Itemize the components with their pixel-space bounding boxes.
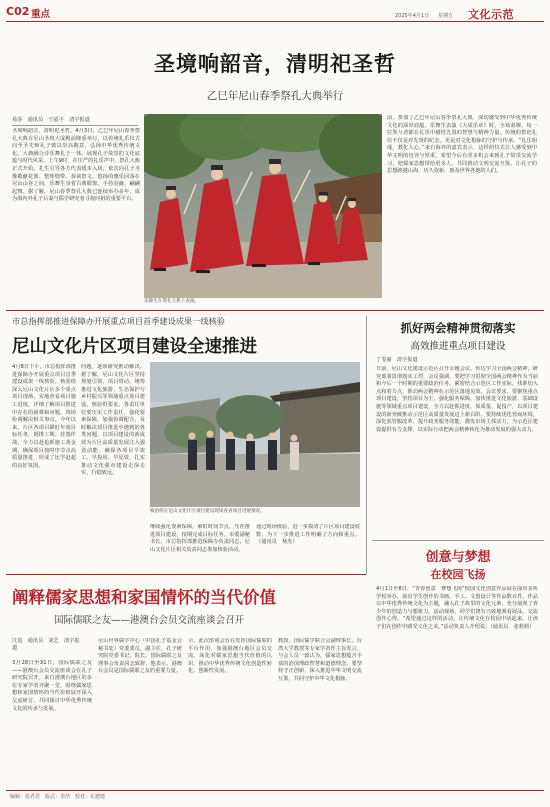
bottom-article-headline: 阐释儒家思想和家国情怀的当代价值 <box>12 588 276 607</box>
lead-headline: 圣境响韶音，清明祀圣哲 <box>154 51 396 76</box>
left-article-headline: 尼山文化片区项目建设全速推进 <box>12 337 257 357</box>
left-article-col2: 问题，逐项研究推动解决。据了解，尼山文化片区坚持规划引领、项目带动，统筹推进文化旅游、生态保护与乡村振兴等领域重点项目建设。核验组要求，各责任单位要压实工作责任，强化要素保障，加强协调配合，及时解决项目推进中遇到的各类问题，以项目建设的新成效为片区高质量发展注入强劲动能，确保各项目早竣工、早投用、早见效，扎实推动文化强市建设走深走实、行稳致远。 <box>81 364 145 477</box>
left-article-col4: 通过现场核验，进一步摸清了片区项目建设底数，为下一步推进工作明确了方向和重点。（通讯员 杨杰） <box>256 524 360 546</box>
bottom-article-col1: 3月28日至31日，国际儒联之友——港澳台会员交流座谈会在孔子研究院召开。来自港澳台地区的多位专家学者齐聚一堂，围绕儒家思想和家国情怀的当代价值展开深入交流研讨，共同探讨中华优秀传统文化的传承与发展。 <box>12 660 92 712</box>
section-name: 重点 <box>31 9 51 20</box>
left-article-col1: 4月8日下午，市总指挥部推进保障办开展重点项目首季建设成果一线核验。核验组深入尼山文化片区多个重点项目现场，实地查看项目施工进度，详细了解项目推进中存在的困难和问题，现场协调解决相关事宜。今年以来，片区各项目紧盯年度目标任务，倒排工期、挂图作战，全力以赴抢抓施工黄金期，确保项目按时序节点高质量推进，形成了比学赶超的良好氛围。 <box>12 364 76 469</box>
bottom-article-subheadline: 国际儒联之友——港澳台会员交流座谈会召开 <box>54 615 245 626</box>
bottom-article-col2: 尼山世界儒学中心（中国孔子基金会秘书处）党委委员，副主任，孔子研究院党委书记，院长，国际儒联之友理事会负责同志致辞，他表示，港澳台会员是国际儒联之友的重要力量。 <box>98 638 182 675</box>
bottom-article-col4: 教授，国际儒学联合会副理事长，台湾大学教授等专家学者作主旨发言。与会人员一致认为，儒家思想蕴含丰富的治国理政智慧和道德理念，要坚持守正创新，深入推进中华文明交流互鉴，共同守护中华文化根脉。 <box>278 638 362 682</box>
right-article2-headline: 创意与梦想 <box>425 550 491 565</box>
lead-body-col2: 前，参加了乙巳年尼山春季祭孔大典，深切感受到中华优秀传统文化的深厚底蕴。乐舞生表演《大成乐章》时，全场肃穆，每一位参与者都在礼乐中感悟先贤的智慧与精神力量。传统的祭祀礼仪不仅是对先贤的纪念，更是对文化根脉的守护与传承。“礼乐相成，教化人心。”来自海外的嘉宾表示，这样的仪式让人感受到中华文明的包容与厚重，希望今后有更多机会来到孔子故里交流学习，把儒家思想带给更多人，共同推动文明交流互鉴，让孔子的思想跨越山海、历久弥新，惠及世界各地的人们。 <box>387 115 537 175</box>
lead-byline: 易莎 通讯员 王福丰 清宇报道 <box>12 117 90 123</box>
right-article1-byline: 丁雯丽 清宇报道 <box>376 357 418 363</box>
footer-credits: 编辑：张君君 版式：李浩 校对：孔德建 <box>10 794 106 800</box>
issue-weekday: 星期五 <box>438 13 454 19</box>
left-article-photo <box>150 362 360 507</box>
lead-bottom-divider <box>6 310 544 311</box>
bottom-article-top-divider <box>6 574 366 575</box>
lead-photo-caption: 乐舞生在祭孔大典上表演。 <box>144 299 200 304</box>
bottom-article-byline: 汪进 通讯员 刘艺 清宇报道 <box>12 638 80 651</box>
ceremony-dancers-image <box>144 114 382 298</box>
right-article1-headline-line2: 高效推进重点项目建设 <box>410 341 506 352</box>
left-article-kicker: 市总指挥部推进保障办开展重点项目首季建设成果一线核验 <box>12 316 225 326</box>
left-article-col3: 继续强化要素保障，紧盯时间节点，压茬推进项目建设，按期完成目标任务。市委副秘书长、市总指挥部推进保障办负责同志，尼山文化片区相关负责同志参加核验活动。 <box>150 524 250 553</box>
lead-body-col1: 圣境响韶音，清明祀圣哲。4月3日，乙巳年尼山春季祭孔大典在尼山圣境大成殿前隆重举行，以传统礼乐仪式向至圣先师孔子致以崇高敬意，弘扬中华优秀传统文化。大典融合诗乐舞礼于一体，展现孔子故里的文化底蕴与时代风采。上午9时，在庄严的礼乐声中，祭孔大典正式开始。礼生引导各方代表缓步入场，依次向孔子圣像敬献花篮、整理缎带、恭读祭文。悠扬的雅乐回荡在尼山山谷之间，乐舞生身着古典服饰，手持羽龠，翩翩起舞。据了解，尼山春季祭孔大典已连续举办多年，成为海内外孔子后裔与儒学研究者寻根问祖的重要平台。 <box>12 128 140 203</box>
lead-byline-divider <box>12 125 138 126</box>
right-article1-body: 日前，尼山文化建设示范区召开专题会议，传达学习全国两会精神，研究部署贯彻落实工作。会议强调，要把学习贯彻全国两会精神作为当前和今后一个时期的重要政治任务，紧密结合示范区工作实际，找准切入点和着力点，推动两会精神在示范区落地见效。会议要求，要聚焦重点项目建设，坚持项目为王，强化服务保障，加快推进文化旅游、基础设施等领域重点项目建设，全力以赴抓进度、保质量、促投产，以项目建设的新突破推动示范区高质量发展迈上新台阶。要持续优化营商环境，深化放管服改革，提升政务服务效能，激发市场主体活力，为示范区建设提供有力支撑，以实际行动把两会精神转化为推动发展的强大动力。 <box>376 366 538 433</box>
right-article1-headline-line1: 抓好两会精神贯彻落实 <box>400 321 516 335</box>
bottom-article-col3: 示，此次座谈会旨在发挥国际儒联的平台作用，加强港澳台地区会员交流，深化对儒家思想当代价值的认识，推动中华优秀传统文化创造性转化、创新性发展。 <box>188 638 272 675</box>
right-article2-body: 4月1日至8日，“青春创意 梦想飞扬”校园文化创意作品展在曲阜多所学校举办，展出学生创作的书画、手工、文创设计等作品数百件。作品以中华优秀传统文化为主题，融入孔子故里的文化元素，充分展现了青少年的创造力与想象力。活动现场，同学们饶有兴致地观看展品，交流创作心得。“希望通过这样的活动，让传统文化在校园中活起来，让孩子们在创作中感受文化之美。”活动负责人介绍说。（通讯员 张莉莉） <box>376 586 538 630</box>
right-article2-subheadline: 在校园飞扬 <box>430 568 486 581</box>
left-article-photo-caption: 核验组在尼山文化片区项目建设现场查看项目进展情况。 <box>150 509 265 514</box>
masthead-logo: 文化示范 <box>468 8 514 21</box>
lead-photo <box>144 114 382 298</box>
header-divider <box>6 21 544 22</box>
right-article-divider <box>372 540 544 541</box>
footer-divider <box>6 790 544 791</box>
issue-date: 2025年4月1日 <box>395 13 430 19</box>
middle-vertical-divider <box>366 316 367 574</box>
project-inspection-image <box>150 362 360 507</box>
section-code: C02 <box>6 5 30 18</box>
lead-subheadline: 乙巳年尼山春季祭孔大典举行 <box>206 90 344 102</box>
